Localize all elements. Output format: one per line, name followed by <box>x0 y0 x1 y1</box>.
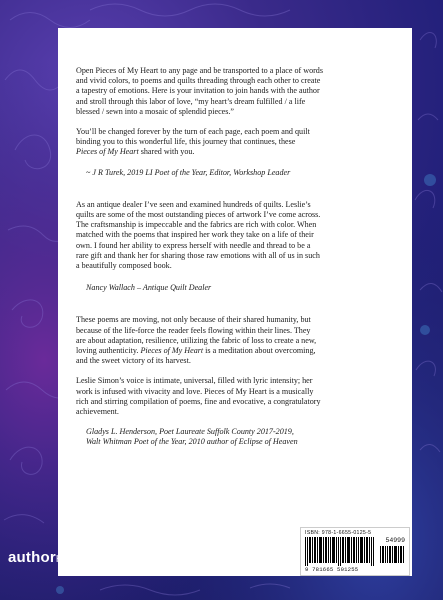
text-line: work is infused with vivacity and love. Pieces of My Heart is a musically <box>76 386 314 396</box>
text-line: These poems are moving, not only because of their shared humanity, but <box>76 315 311 325</box>
endorsement-wallach <box>76 200 398 294</box>
endorsements <box>76 66 398 448</box>
book-title: Pieces of My Heart <box>140 346 204 356</box>
barcode-bars <box>305 537 377 566</box>
endorsement-turek <box>76 66 398 178</box>
attribution-wallach: Nancy Wallach – Antique Quilt Dealer <box>86 283 212 293</box>
back-cover-text-panel <box>55 28 412 576</box>
text-span: loving authenticity. <box>76 346 141 356</box>
registered-mark: ® <box>94 552 100 558</box>
text-line: Leslie Simon’s voice is intimate, universal, filled with lyric intensity; her <box>76 376 313 386</box>
text-line: and stroll through this labor of love, “my heart’s dream fulfilled / a life <box>76 96 306 106</box>
text-line: Open Pieces of My Heart to any page and be transported to a place of words <box>76 66 324 75</box>
text-line <box>76 346 398 356</box>
text-line: own. I found her ability to express herself with needle and thread to be a <box>76 240 311 250</box>
attribution-henderson: Gladys L. Henderson, Poet Laureate Suffolk County 2017-2019, <box>86 427 294 437</box>
attribution-turek: ~ J R Turek, 2019 LI Poet of the Year, Editor, Workshop Leader <box>86 167 291 177</box>
text-line: and vivid colors, to poems and quilts threading through each other to create <box>76 76 321 86</box>
isbn-label: ISBN: 978-1-6655-0125-5 <box>305 530 372 536</box>
publisher-name-part2: HOUSE <box>55 554 95 565</box>
text-line: rich and stirring compilation of poems, fine and evocative, a congratulatory <box>76 396 321 406</box>
text-line: The craftsmanship is impeccable and the fabrics are rich with color. When <box>76 220 317 230</box>
text-line: You’ll be changed forever by the turn of each page, each poem and quilt <box>76 127 310 137</box>
book-title: Pieces of My Heart <box>76 147 139 157</box>
text-line: achievement. <box>76 407 119 417</box>
isbn-barcode <box>300 527 410 576</box>
text-line: because of the life-force the reader feels flowing within their lines. They <box>76 325 311 335</box>
text-line <box>76 147 398 157</box>
text-line: rare gift and thank her for sharing those raw emotions with all of us in such <box>76 250 320 260</box>
price-barcode <box>380 546 404 563</box>
text-span: shared with you. <box>138 147 195 157</box>
text-line: blessed / sewn into a mosaic of splendid pieces.” <box>76 106 235 116</box>
attribution-henderson: Walt Whitman Poet of the Year, 2010 author of Eclipse of Heaven <box>86 437 298 447</box>
text-line: a tapestry of emotions. Here is your invitation to join hands with the author <box>76 86 320 96</box>
price-code: 54999 <box>385 537 405 544</box>
publisher-name-part1: author <box>8 549 56 566</box>
barcode-digits: 9 781665 501255 <box>305 566 359 573</box>
text-line: As an antique dealer I’ve seen and examined hundreds of quilts. Leslie’s <box>76 199 311 209</box>
publisher-logo <box>8 549 99 566</box>
text-span: is a meditation about overcoming, <box>203 346 316 356</box>
text-line: are about adaptation, resilience, utilizing the fabric of loss to create a new, <box>76 335 317 345</box>
text-line: quilts are some of the most outstanding pieces of artwork I’ve come across. <box>76 210 321 220</box>
text-line: matched with the poems that inspired her work they take on a life of their <box>76 230 314 240</box>
text-line: binding you to this wonderful life, this journey that continues, these <box>76 137 296 147</box>
text-line: and the sweet victory of its harvest. <box>76 356 191 366</box>
text-line: a beautifully composed book. <box>76 261 172 271</box>
endorsement-henderson <box>76 315 398 447</box>
